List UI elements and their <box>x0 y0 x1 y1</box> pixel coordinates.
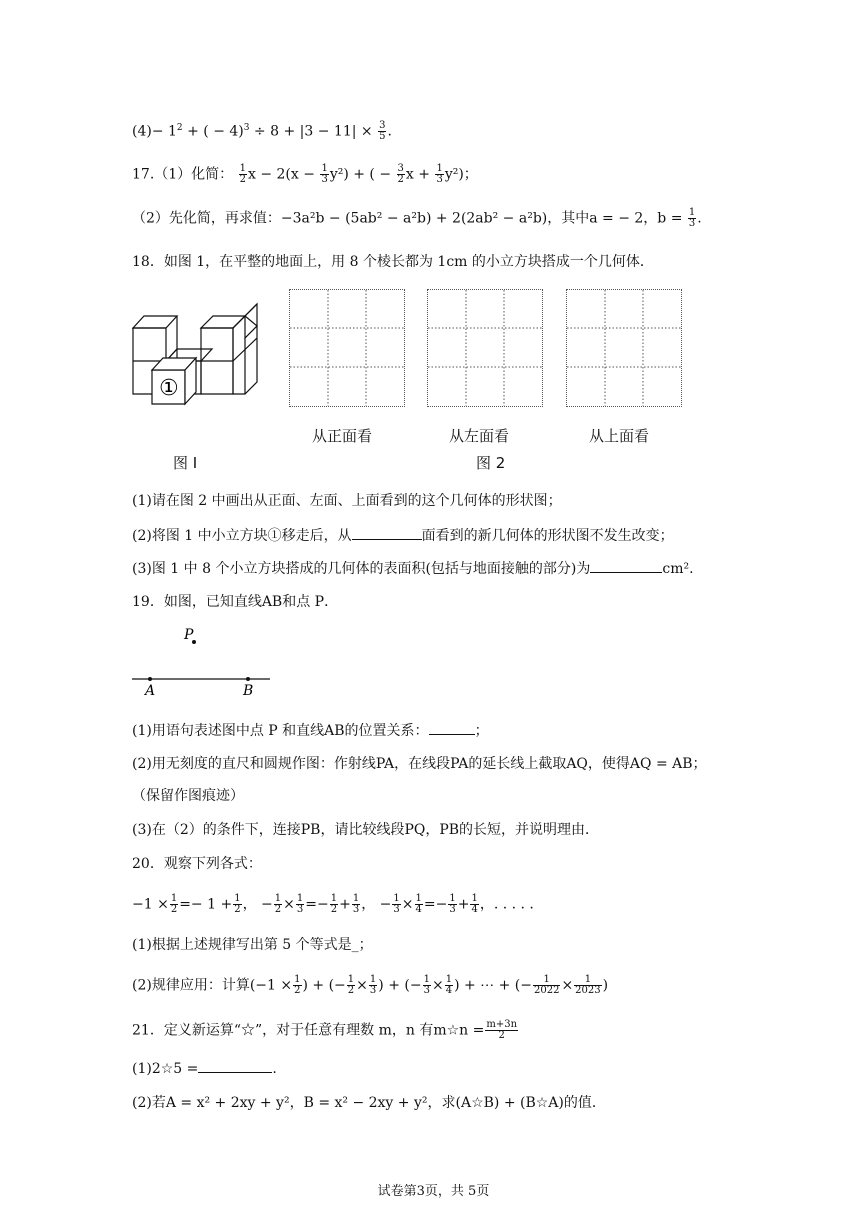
line-ab-figure <box>128 622 288 702</box>
answer-blank-21-1[interactable] <box>198 1058 272 1073</box>
q21-stem: 21．定义新运算“☆”，对于任意有理数 m，n 有m☆n = $\frac{m+3n}{2}$ <box>132 1019 518 1041</box>
answer-blank-area[interactable] <box>590 558 662 573</box>
label-front-view: 从正面看 <box>312 427 373 445</box>
answer-blank-relation[interactable] <box>429 720 475 735</box>
q19-part2-note: （保留作图痕迹） <box>132 788 244 804</box>
grid-top-view <box>566 289 682 407</box>
answer-blank-view[interactable] <box>352 525 422 540</box>
q20-part2: (2)规律应用：计算(−1 × $\frac{1}{2}$ ) + (− $\frac{1}{2}$ × $\frac{1}{3}$ ) + (− $\frac{1}{3}$ × $\frac{1}{4}$ ) + ⋯ + (− $\frac{1}{2022}$ × $\frac{1}{2023}$ ) <box>132 974 609 996</box>
grid-front-view <box>289 289 405 407</box>
page-footer: 试卷第3页，共 5页 <box>377 1184 490 1199</box>
point-p-label: P <box>184 627 194 643</box>
q19-stem: 19．如图，已知直线AB和点 P． <box>132 594 339 610</box>
q17-part1: 17.（1）化简： $\frac{1}{2}$ x − 2(x − $\frac{1}{3}$ y²) + ( − $\frac{3}{2}$ x + $\frac{1}{3}$ y²)； <box>132 163 478 185</box>
q20-stem: 20．观察下列各式： <box>132 856 262 872</box>
label-left-view: 从左面看 <box>449 427 510 445</box>
point-b-label: B <box>243 683 254 699</box>
q20-part1: (1)根据上述规律写出第 5 个等式是_； <box>132 937 373 953</box>
q19-part1: (1)用语句表述图中点 P 和直线AB的位置关系： ； <box>132 720 489 741</box>
q18-stem: 18．如图 1，在平整的地面上，用 8 个棱长都为 1cm 的小立方块搭成一个几何体． <box>132 254 654 270</box>
cube-label-1: ① <box>159 376 179 401</box>
q21-part2: (2)若A = x² + 2xy + y²，B = x² − 2xy + y²，求(A☆B) + (B☆A)的值． <box>132 1095 606 1111</box>
q21-part1: (1)2☆5 = . <box>132 1058 277 1079</box>
cube-figure <box>128 300 278 410</box>
q18-part2: (2)将图 1 中小立方块①移走后，从 面看到的新几何体的形状图不发生改变； <box>132 525 674 546</box>
grid-left-view <box>427 289 543 407</box>
q18-part3: (3)图 1 中 8 个小立方块搭成的几何体的表面积(包括与地面接触的部分)为 cm². <box>132 558 694 579</box>
q20-equations: −1 × $\frac{1}{2}$ =− 1 + $\frac{1}{2}$ ， − $\frac{1}{2}$ × $\frac{1}{3}$ =− $\frac{1}{2}$ + $\frac{1}{3}$ ， − $\frac{1}{3}$ × $\frac{1}{4}$ =− $\frac{1}{3}$ + $\frac{1}{4}$ ，. . . . . <box>132 893 534 915</box>
q19-part2: (2)用无刻度的直尺和圆规作图：作射线PA，在线段PA的延长线上截取AQ，使得AQ = AB； <box>132 756 707 772</box>
q19-part3: (3)在（2）的条件下，连接PB，请比较线段PQ，PB的长短，并说明理由． <box>132 822 600 838</box>
q18-part1: (1)请在图 2 中画出从正面、左面、上面看到的这个几何体的形状图； <box>132 493 562 509</box>
figure-1-caption: 图 I <box>173 454 198 472</box>
label-top-view: 从上面看 <box>589 427 650 445</box>
q16-part4: $(4)- 1^2$ + ( − 4)$^3$ ÷ 8 + |3 − 11| × $\frac{3}{5}$ . <box>132 120 392 143</box>
point-a-label: A <box>145 683 156 699</box>
q17-part2: （2）先化简，再求值：−3a²b − (5ab² − a²b) + 2(2ab² − a²b)，其中a = − 2，b = $\frac{1}{3}$ . <box>132 207 702 229</box>
figure-2-caption: 图 2 <box>476 454 506 472</box>
